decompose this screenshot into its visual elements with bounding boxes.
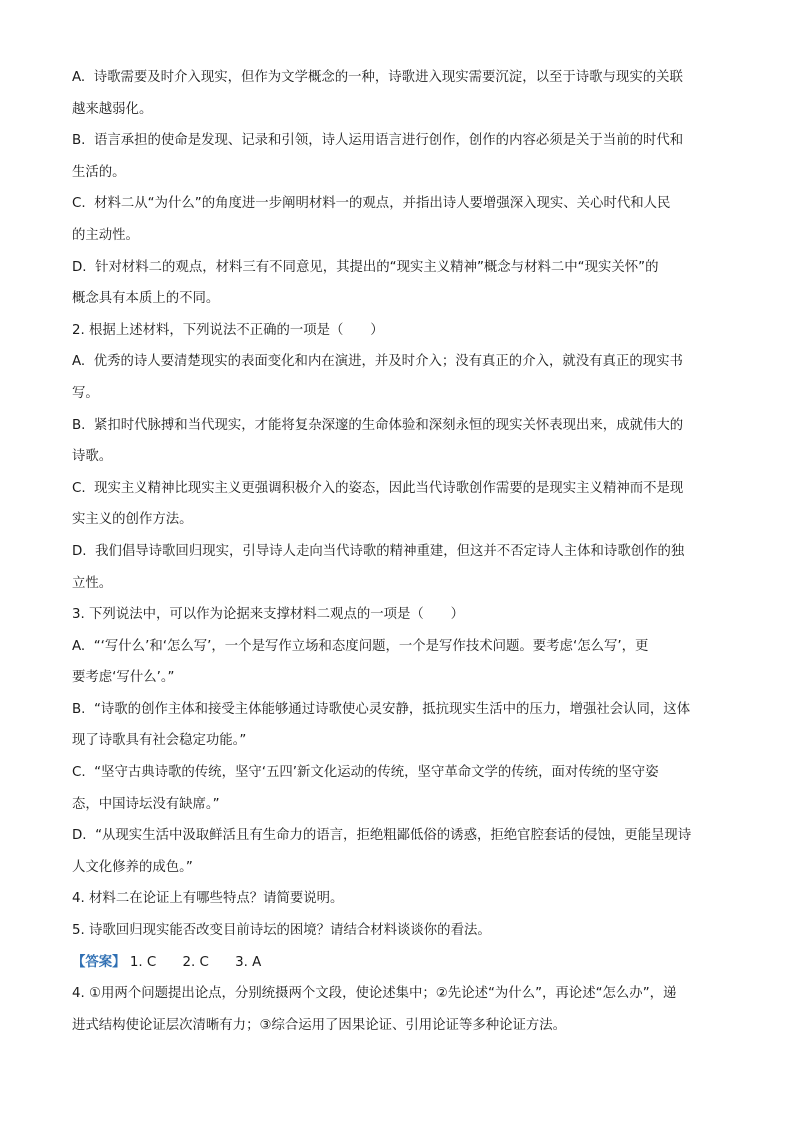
text-line (72, 125, 724, 157)
answer-tag: 【答案】 (72, 954, 126, 970)
option-label: C. (72, 765, 86, 781)
text-line: 越来越弱化。 (72, 101, 153, 117)
q3-option-d (72, 820, 724, 883)
option-text: 诗歌需要及时介入现实，但作为文学概念的一种，诗歌进入现实需要沉淀，以至于诗歌与现实的关联 (93, 70, 683, 85)
option-label: B. (72, 701, 86, 717)
text-line (72, 346, 724, 378)
option-text: “坚守古典诗歌的传统，坚守‘五四’新文化运动的传统，坚守革命文学的传统，面对传统的坚守姿 (94, 765, 659, 781)
answer-item: 3. A (235, 954, 262, 970)
q1-option-b (72, 125, 724, 188)
option-label: C. (72, 480, 86, 496)
q1-option-c (72, 188, 724, 251)
option-text: 针对材料二的观点，材料三有不同意见，其提出的“现实主义精神”概念与材料二中“现实关怀”的 (95, 259, 659, 275)
question-4-stem: 4. 材料二在论证上有哪些特点？请简要说明。 (72, 891, 344, 907)
q2-option-c (72, 473, 724, 536)
answer-item: 2. C (182, 954, 209, 970)
option-text: 紧扣时代脉搏和当代现实，才能将复杂深邃的生命体验和深刻永恒的现实关怀表现出来，成就伟大的 (93, 417, 684, 433)
text-line (72, 820, 724, 852)
q2-option-d (72, 536, 724, 599)
text-line: 的主动性。 (72, 227, 139, 243)
text-line (72, 631, 724, 663)
text-line (72, 62, 724, 94)
text-line (72, 757, 724, 789)
option-text: 我们倡导诗歌回归现实，引导诗人走向当代诗歌的精神重建，但这并不否定诗人主体和诗歌创作的独 (95, 543, 685, 559)
option-text: 优秀的诗人要清楚现实的表面变化和内在演进，并及时介入；没有真正的介入，就没有真正的现实书 (93, 354, 683, 370)
option-text: 现实主义精神比现实主义更强调积极介入的姿态，因此当代诗歌创作需要的是现实主义精神而不是现 (94, 480, 684, 496)
text-line (72, 410, 724, 442)
text-line: 写。 (72, 385, 99, 401)
option-label: B. (72, 133, 86, 149)
option-label: B. (72, 417, 86, 433)
answer-line (72, 947, 724, 979)
q3-option-b (72, 694, 724, 757)
answer-item: 1. C (129, 954, 157, 970)
question-4-answer (72, 978, 724, 1041)
text-line: 4. ①用两个问题提出论点，分别统摄两个文段，使论述集中；②先论述“为什么”，再论述“怎么办”，递 (72, 986, 677, 1002)
q1-option-a (72, 62, 724, 125)
text-line (72, 694, 724, 726)
option-label: C. (72, 196, 86, 212)
q2-option-a (72, 346, 724, 409)
q1-option-d (72, 252, 724, 315)
option-text: 材料二从“为什么”的角度进一步阐明材料一的观点，并指出诗人要增强深入现实、关心时代和人民 (94, 196, 671, 212)
text-line: 概念具有本质上的不同。 (72, 291, 220, 307)
text-line: 现了诗歌具有社会稳定功能。” (72, 733, 247, 749)
text-line: 实主义的创作方法。 (72, 512, 193, 528)
q3-option-c (72, 757, 724, 820)
document-page (72, 62, 724, 1041)
question-5-stem: 5. 诗歌回归现实能否改变目前诗坛的困境？请结合材料谈谈你的看法。 (72, 923, 491, 939)
text-line: 态，中国诗坛没有缺席。” (72, 796, 220, 812)
option-label: D. (72, 828, 87, 844)
question-2-stem: 2. 根据上述材料，下列说法不正确的一项是（ ） (72, 322, 384, 338)
text-line: 进式结构使论证层次清晰有力；③综合运用了因果论证、引用论证等多种论证方法。 (72, 1017, 567, 1033)
text-line (72, 252, 724, 284)
text-line (72, 473, 724, 505)
option-text: “从现实生活中汲取鲜活且有生命力的语言，拒绝粗鄙低俗的诱惑，拒绝官腔套话的侵蚀，更能呈现诗 (95, 828, 692, 844)
text-line: 诗歌。 (72, 449, 113, 465)
option-text: “诗歌的创作主体和接受主体能够通过诗歌使心灵安静，抵抗现实生活中的压力，增强社会认同，这体 (93, 701, 691, 717)
option-label: A. (72, 354, 86, 370)
text-line: 生活的。 (72, 164, 126, 180)
q3-option-a (72, 631, 724, 694)
q2-option-b (72, 410, 724, 473)
text-line (72, 188, 724, 220)
option-label: D. (72, 259, 87, 275)
option-label: A. (72, 70, 86, 85)
option-label: D. (72, 543, 87, 559)
option-label: A. (72, 638, 86, 654)
text-line (72, 536, 724, 568)
text-line: 要考虑‘写什么’。” (72, 670, 175, 686)
question-3-stem: 3. 下列说法中，可以作为论据来支撑材料二观点的一项是（ ） (72, 607, 464, 623)
text-line: 人文化修养的成色。” (72, 859, 193, 875)
text-line: 立性。 (72, 575, 113, 591)
option-text: 语言承担的使命是发现、记录和引领，诗人运用语言进行创作，创作的内容必须是关于当前的时代和 (93, 133, 684, 149)
option-text: “‘写什么’和‘怎么写’，一个是写作立场和态度问题，一个是写作技术问题。要考虑‘怎么写’，更 (93, 638, 649, 654)
